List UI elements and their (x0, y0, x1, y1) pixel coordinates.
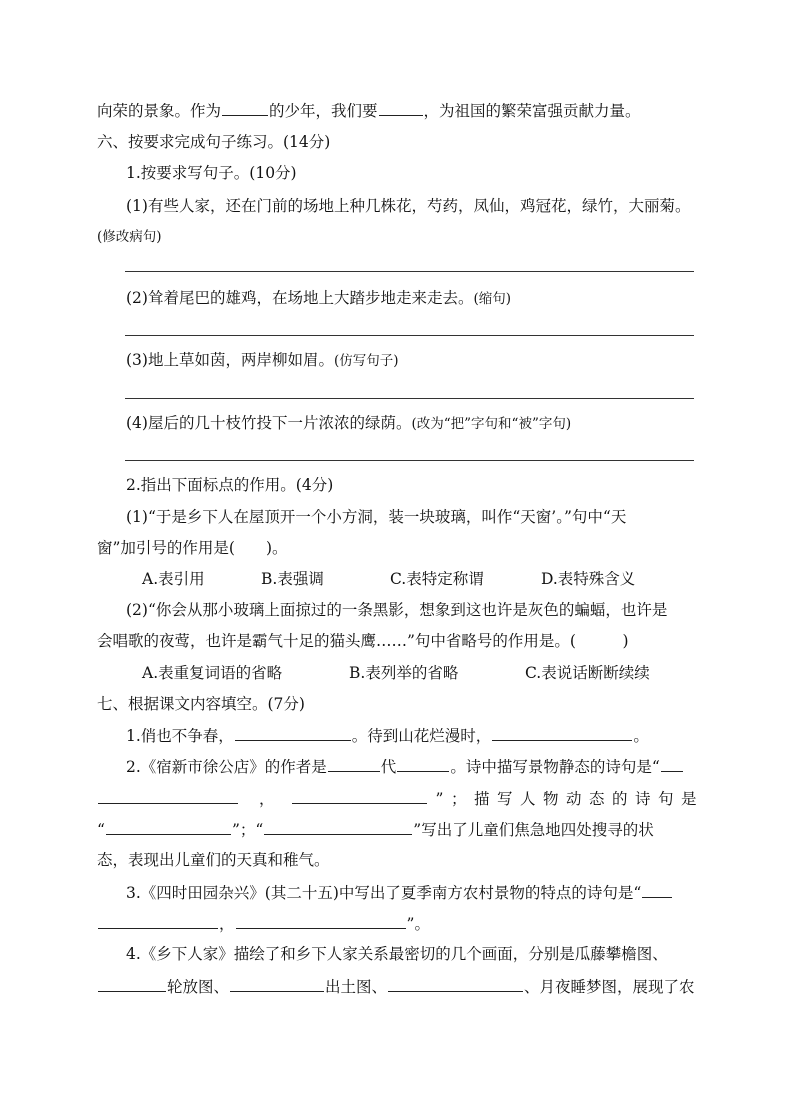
fill-question-2-line4: 态，表现出儿童们的天真和稚气。 (97, 851, 330, 869)
text: ”；“ (231, 821, 264, 839)
text: 1.俏也不争春， (126, 727, 234, 745)
text: ”写出了儿童们焦急地四处搜寻的状 (413, 821, 654, 839)
text: 。 (633, 727, 649, 745)
blank-field[interactable] (236, 912, 406, 929)
answer-line[interactable] (125, 271, 694, 272)
text: 2.《宿新市徐公店》的作者是 (126, 758, 327, 776)
blank-field[interactable] (661, 755, 683, 772)
blank-field[interactable] (328, 755, 380, 772)
question-2-1-line2: 窗”加引号的作用是( )。 (97, 539, 288, 557)
text: 轮放图、 (167, 978, 230, 996)
answer-line[interactable] (125, 335, 694, 336)
blank-field[interactable] (397, 755, 449, 772)
text: 。待到山花烂漫时， (351, 727, 492, 745)
answer-line[interactable] (125, 460, 694, 461)
blank-field[interactable] (98, 975, 166, 992)
text: ”。 (406, 915, 430, 933)
blank-field[interactable] (230, 975, 324, 992)
question-2-1-line1: (1)“于是乡下人在屋顶开一个小方洞，装一块玻璃，叫作“天窗’。”句中“天 (126, 508, 627, 526)
option-b[interactable]: B.表列举的省略 (349, 664, 459, 682)
text: ，为祖国的繁荣富强贡献力量。 (423, 102, 641, 120)
question-1-1: (1)有些人家，还在门前的场地上种几株花，芍药，凤仙，鸡冠花，绿竹，大丽菊。 (126, 197, 691, 215)
text: ， (219, 915, 235, 933)
text: 的少年，我们要 (269, 102, 378, 120)
option-b[interactable]: B.表强调 (261, 570, 324, 588)
fill-question-2-line2 (97, 787, 704, 810)
question-2-heading: 2.指出下面标点的作用。(4分) (126, 476, 334, 494)
answer-line[interactable] (125, 398, 694, 399)
text: 、月夜睡梦图，展现了农 (524, 978, 695, 996)
text: ， (259, 790, 275, 808)
hint: (改为“把”字句和“被”字句) (411, 416, 572, 432)
text: (3)地上草如茵，两岸柳如眉。 (126, 351, 334, 369)
blank-field[interactable] (379, 99, 423, 116)
hint: (缩句) (473, 291, 512, 307)
option-c[interactable]: C.表说话断断续续 (525, 664, 650, 682)
blank-field[interactable] (292, 787, 427, 804)
text: 3.《四时田园杂兴》(其二十五)中写出了夏季南方农村景物的特点的诗句是“ (126, 884, 642, 902)
section-seven-heading: 七、根据课文内容填空。(7分) (97, 695, 305, 713)
option-c[interactable]: C.表特定称谓 (390, 570, 484, 588)
hint: (仿写句子) (333, 353, 399, 369)
blank-field[interactable] (642, 881, 672, 898)
question-1-heading: 1.按要求写句子。(10分) (126, 164, 297, 182)
option-d[interactable]: D.表特殊含义 (541, 570, 636, 588)
text: 。诗中描写景物静态的诗句是“ (450, 758, 660, 776)
blank-field[interactable] (492, 724, 632, 741)
fill-question-2-line1 (126, 755, 684, 778)
fill-question-4-line1: 4.《乡下人家》描绘了和乡下人家关系最密切的几个画面，分别是瓜藤攀檐图、 (126, 945, 668, 963)
question-2-2-line2: 会唱歌的夜莺，也许是霸气十足的猫头鹰……”句中省略号的作用是。( ) (97, 632, 629, 650)
fill-question-3-line2 (97, 912, 430, 935)
text: 向荣的景象。作为 (97, 102, 222, 120)
question-1-4 (126, 412, 571, 435)
blank-field[interactable] (264, 818, 412, 835)
question-1-3 (126, 349, 399, 372)
question-1-1-hint: (修改病句) (97, 229, 162, 245)
text: 出土图、 (325, 978, 388, 996)
fill-question-2-line3 (97, 818, 654, 841)
option-a[interactable]: A.表重复词语的省略 (142, 664, 283, 682)
question-2-2-line1: (2)“你会从那小玻璃上面掠过的一条黑影，想象到这也许是灰色的蝙蝠，也许是 (126, 601, 668, 619)
option-a[interactable]: A.表引用 (142, 570, 205, 588)
text: 代 (380, 758, 397, 776)
fill-question-3-line1 (126, 881, 673, 904)
text: (2)耸着尾巴的雄鸡，在场地上大踏步地走来走去。 (126, 289, 474, 307)
text: ”；描写人物动态的诗句是 (435, 790, 704, 808)
fill-question-4-line2 (97, 975, 695, 998)
fill-question-1 (126, 724, 649, 747)
blank-field[interactable] (388, 975, 523, 992)
text: “ (97, 821, 105, 839)
section-six-heading: 六、按要求完成句子练习。(14分) (97, 133, 331, 151)
blank-field[interactable] (98, 787, 238, 804)
blank-field[interactable] (98, 912, 218, 929)
blank-field[interactable] (235, 724, 351, 741)
closing-sentence (97, 99, 641, 122)
text: (4)屋后的几十枝竹投下一片浓浓的绿荫。 (126, 414, 412, 432)
blank-field[interactable] (106, 818, 231, 835)
blank-field[interactable] (222, 99, 268, 116)
question-1-2 (126, 287, 511, 310)
